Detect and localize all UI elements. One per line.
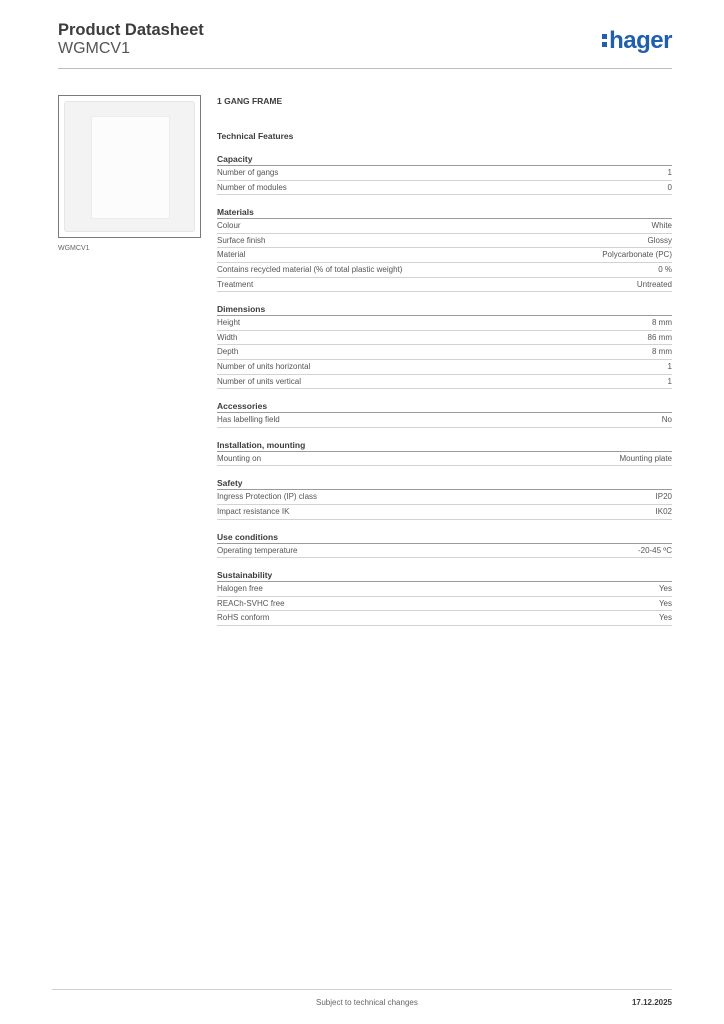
spec-row <box>217 611 672 626</box>
frame-opening <box>92 117 169 218</box>
spec-label: Operating temperature <box>217 545 298 555</box>
specifications <box>217 96 672 626</box>
spec-value: 0 <box>667 182 672 192</box>
spec-group <box>217 531 672 559</box>
hager-logo <box>602 29 672 53</box>
spec-label: Halogen free <box>217 584 263 594</box>
spec-label: Has labelling field <box>217 415 280 425</box>
spec-value: IP20 <box>655 492 672 502</box>
spec-row <box>217 166 672 181</box>
spec-value: Untreated <box>636 279 672 289</box>
spec-label: Treatment <box>217 279 254 289</box>
page-header <box>58 21 672 69</box>
spec-row <box>217 316 672 331</box>
spec-group <box>217 477 672 519</box>
spec-group-title: Safety <box>217 477 672 490</box>
spec-value: -20-45 ºC <box>637 545 672 555</box>
spec-row <box>217 263 672 278</box>
spec-value: 0 % <box>658 264 672 274</box>
spec-row <box>217 181 672 196</box>
spec-row <box>217 248 672 263</box>
spec-group-title: Use conditions <box>217 531 672 544</box>
spec-label: Number of units horizontal <box>217 361 311 371</box>
section-heading: Technical Features <box>217 131 294 141</box>
spec-value: 8 mm <box>652 318 672 328</box>
spec-group-title: Capacity <box>217 153 672 166</box>
spec-row <box>217 375 672 390</box>
spec-value: IK02 <box>655 506 672 516</box>
spec-group-title: Accessories <box>217 400 672 413</box>
spec-value: Glossy <box>647 235 672 245</box>
spec-group <box>217 400 672 428</box>
spec-group-title: Installation, mounting <box>217 439 672 452</box>
spec-row <box>217 219 672 234</box>
footer-divider <box>52 989 672 990</box>
spec-row <box>217 278 672 293</box>
spec-value: 8 mm <box>652 347 672 357</box>
spec-row <box>217 360 672 375</box>
spec-label: Number of gangs <box>217 168 279 177</box>
spec-groups <box>217 153 672 626</box>
spec-value: Yes <box>658 584 672 594</box>
spec-label: Surface finish <box>217 235 266 245</box>
spec-group-title: Sustainability <box>217 569 672 582</box>
spec-group <box>217 206 672 292</box>
spec-row <box>217 582 672 597</box>
spec-row <box>217 452 672 467</box>
document-title: Product Datasheet <box>58 21 204 39</box>
spec-value: 1 <box>667 168 672 177</box>
spec-label: Height <box>217 318 241 328</box>
header-divider <box>58 68 672 69</box>
spec-value: Polycarbonate (PC) <box>602 250 672 260</box>
spec-label: Width <box>217 332 238 342</box>
spec-label: Colour <box>217 221 241 231</box>
frame-plate <box>65 102 194 231</box>
image-caption: WGMCV1 <box>58 245 90 252</box>
spec-value: 1 <box>667 361 672 371</box>
spec-label: Number of units vertical <box>217 376 302 386</box>
spec-row <box>217 345 672 360</box>
spec-value: 86 mm <box>647 332 672 342</box>
spec-group-title: Dimensions <box>217 303 672 316</box>
spec-label: RoHS conform <box>217 613 270 623</box>
footer-date: 17.12.2025 <box>631 998 672 1007</box>
spec-row <box>217 413 672 428</box>
spec-row <box>217 490 672 505</box>
footer-note: Subject to technical changes <box>316 998 418 1007</box>
spec-group <box>217 153 672 195</box>
spec-label: Mounting on <box>217 453 262 463</box>
logo-colon-mark <box>602 29 608 47</box>
spec-value: Yes <box>658 598 672 608</box>
product-reference: WGMCV1 <box>58 40 130 57</box>
spec-label: Impact resistance IK <box>217 506 290 516</box>
spec-group <box>217 569 672 626</box>
spec-group <box>217 439 672 467</box>
product-name: 1 GANG FRAME <box>217 96 283 106</box>
spec-row <box>217 544 672 559</box>
product-image <box>58 95 201 238</box>
spec-label: Material <box>217 250 246 260</box>
spec-value: No <box>661 415 672 425</box>
logo-text: hager <box>609 27 672 54</box>
spec-label: REACh-SVHC free <box>217 598 285 608</box>
spec-value: Yes <box>658 613 672 623</box>
spec-label: Ingress Protection (IP) class <box>217 492 318 502</box>
spec-label: Number of modules <box>217 182 287 192</box>
spec-row <box>217 597 672 612</box>
spec-group <box>217 303 672 389</box>
spec-row <box>217 234 672 249</box>
spec-value: Mounting plate <box>619 453 672 463</box>
spec-label: Contains recycled material (% of total plastic weight) <box>217 264 403 274</box>
spec-label: Depth <box>217 347 239 357</box>
spec-value: White <box>651 221 672 231</box>
spec-row <box>217 331 672 346</box>
spec-value: 1 <box>667 376 672 386</box>
spec-row <box>217 505 672 520</box>
spec-group-title: Materials <box>217 206 672 219</box>
